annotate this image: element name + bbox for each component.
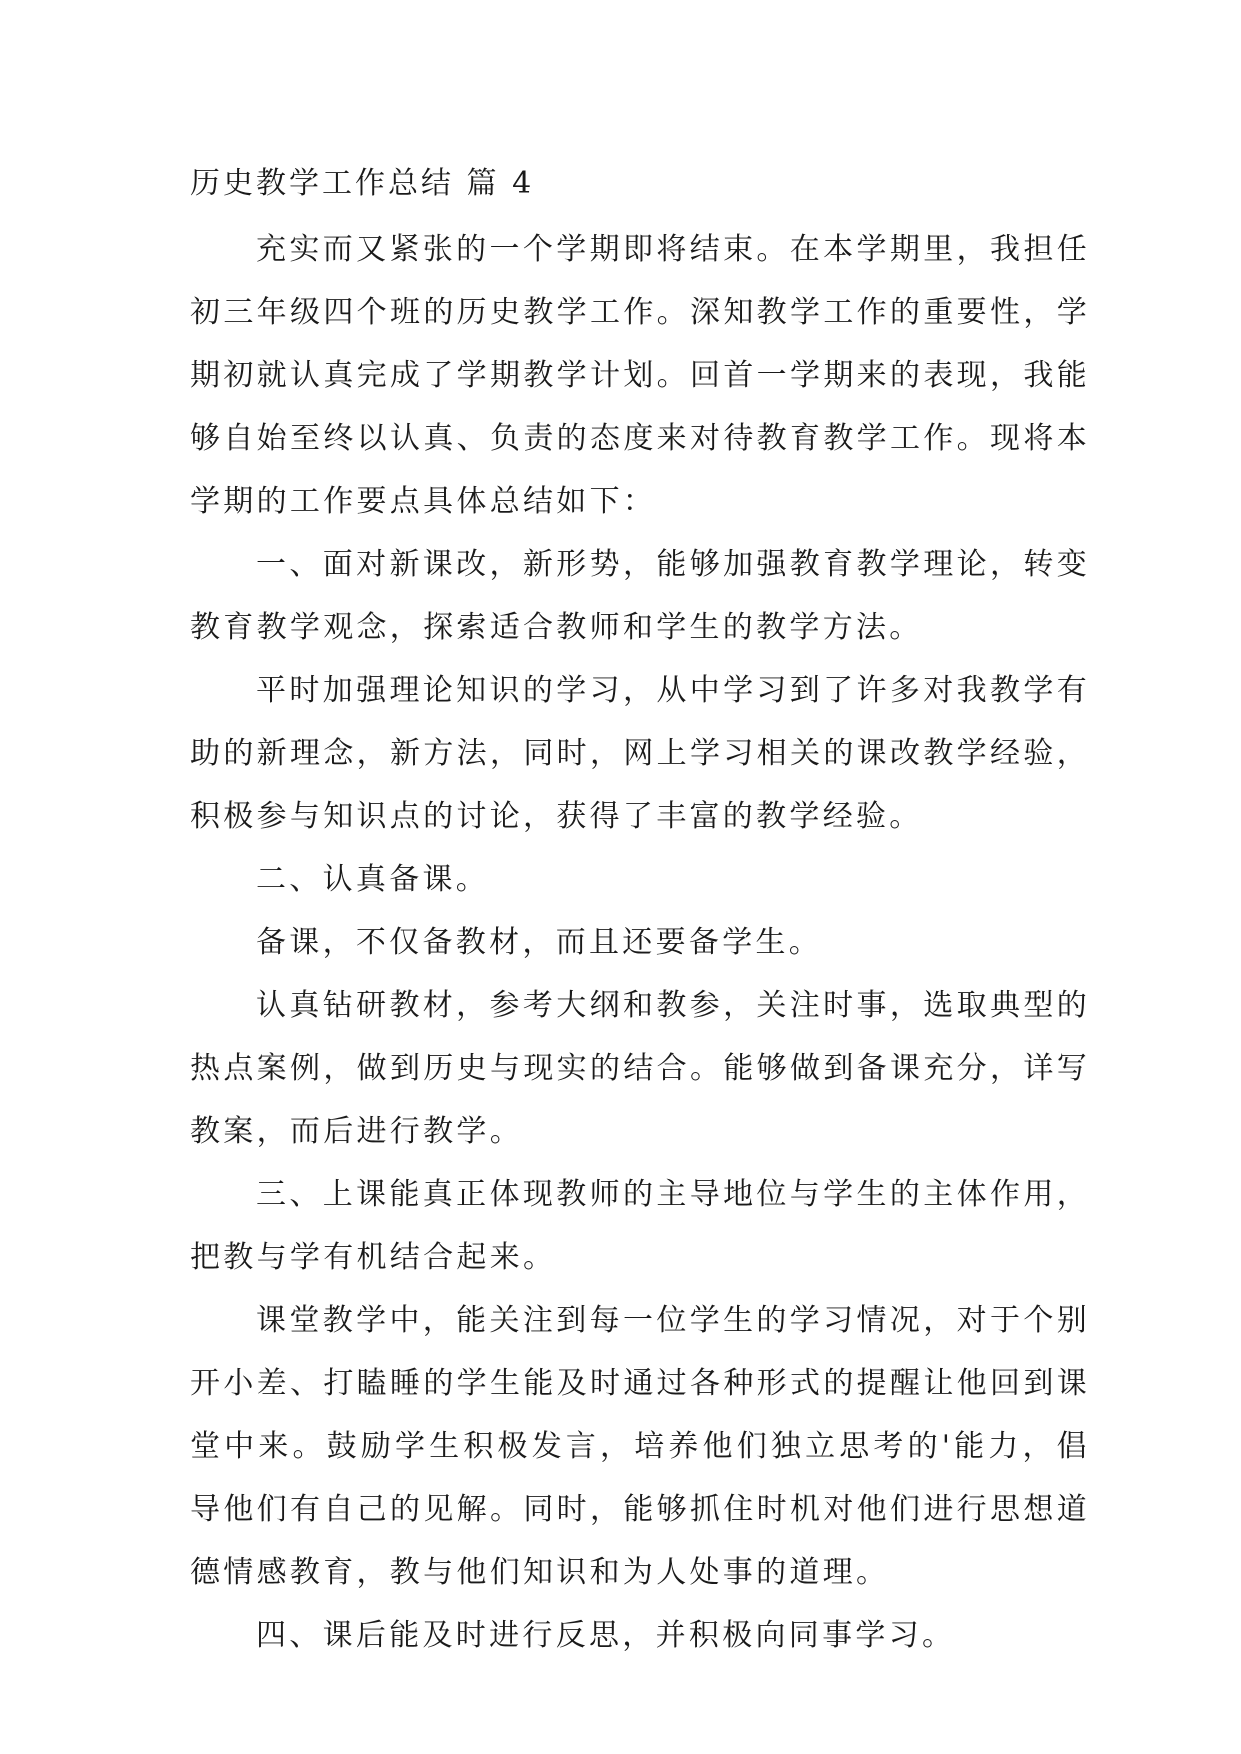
paragraph-point-4-heading: 四、课后能及时进行反思，并积极向同事学习。	[256, 1618, 956, 1653]
paragraph-point-3-heading: 三、上课能真正体现教师的主导地位与学生的主体作用，把教与学有机结合起来。	[190, 1177, 1090, 1275]
document-title: 历史教学工作总结 篇 4	[190, 166, 535, 201]
paragraph-point-2-detail-a: 备课，不仅备教材，而且还要备学生。	[256, 925, 823, 960]
paragraph-point-1-detail: 平时加强理论知识的学习，从中学习到了许多对我教学有助的新理念，新方法，同时，网上学习相关的课改教学经验，积极参与知识点的讨论，获得了丰富的教学经验。	[190, 673, 1090, 834]
document-body	[190, 218, 1090, 1667]
paragraph-intro: 充实而又紧张的一个学期即将结束。在本学期里，我担任初三年级四个班的历史教学工作。深知教学工作的重要性，学期初就认真完成了学期教学计划。回首一学期来的表现，我能够自始至终以认真、负责的态度来对待教育教学工作。现将本学期的工作要点具体总结如下：	[190, 232, 1090, 519]
paragraph-point-2-heading: 二、认真备课。	[256, 862, 490, 897]
paragraph-point-3-detail: 课堂教学中，能关注到每一位学生的学习情况，对于个别开小差、打瞌睡的学生能及时通过各种形式的提醒让他回到课堂中来。鼓励学生积极发言，培养他们独立思考的'能力，倡导他们有自己的见解。同时，能够抓住时机对他们进行思想道德情感教育，教与他们知识和为人处事的道理。	[190, 1303, 1090, 1590]
paragraph-point-2-detail-b: 认真钻研教材，参考大纲和教参，关注时事，选取典型的热点案例，做到历史与现实的结合。能够做到备课充分，详写教案，而后进行教学。	[190, 988, 1090, 1149]
paragraph-point-1-heading: 一、面对新课改，新形势，能够加强教育教学理论，转变教育教学观念，探索适合教师和学生的教学方法。	[190, 547, 1090, 645]
